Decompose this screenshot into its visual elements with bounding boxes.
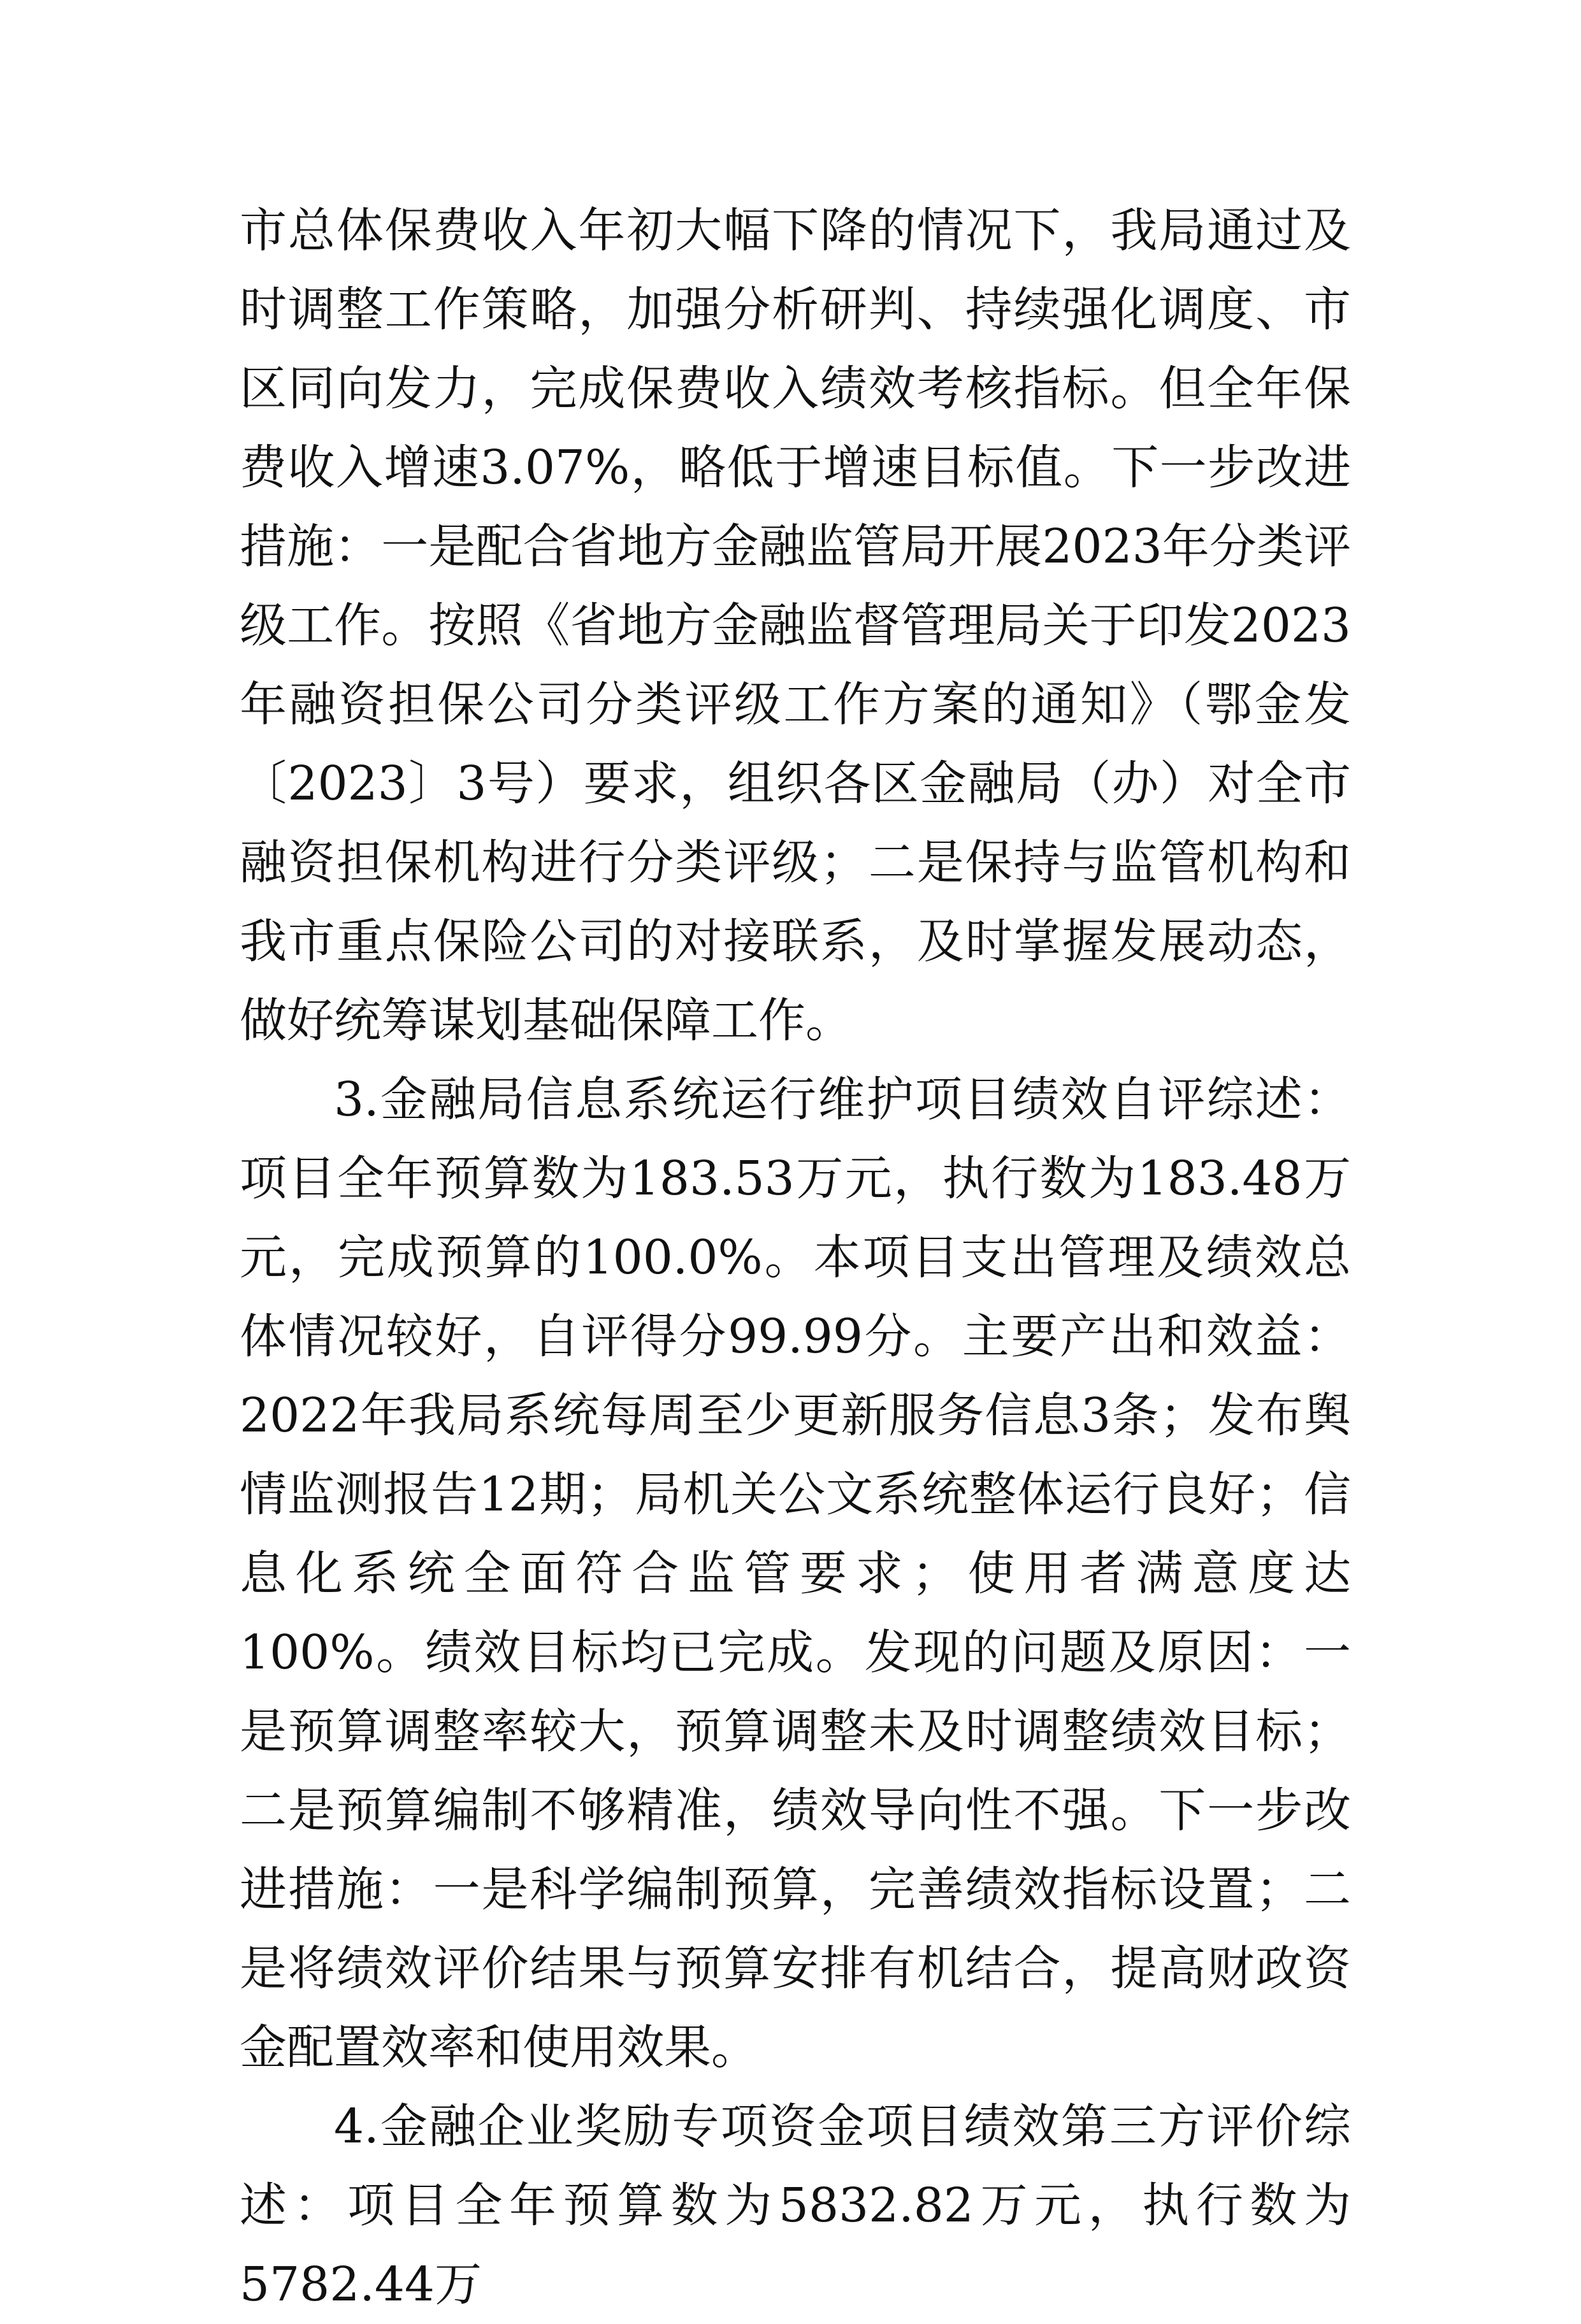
paragraph-financial-reward-fund: 4.金融企业奖励专项资金项目绩效第三方评价综述：项目全年预算数为5832.82万元，执行数为5782.44万 (240, 2099, 1351, 2312)
document-body (240, 191, 1351, 2324)
paragraph-insurance-summary: 市总体保费收入年初大幅下降的情况下，我局通过及时调整工作策略，加强分析研判、持续强化调度、市区同向发力，完成保费收入绩效考核指标。但全年保费收入增速3.07%，略低于增速目标值。下一步改进措施：一是配合省地方金融监管局开展2023年分类评级工作。按照《省地方金融监督管理局关于印发2023年融资担保公司分类评级工作方案的通知》（鄂金发〔2023〕3号）要求，组织各区金融局（办）对全市融资担保机构进行分类评级；二是保持与监管机构和我市重点保险公司的对接联系，及时掌握发展动态，做好统筹谋划基础保障工作。 (240, 203, 1351, 1048)
paragraph-it-maintenance-review: 3.金融局信息系统运行维护项目绩效自评综述：项目全年预算数为183.53万元，执行数为183.48万元，完成预算的100.0%。本项目支出管理及绩效总体情况较好，自评得分99.99分。主要产出和效益：2022年我局系统每周至少更新服务信息3条；发布舆情监测报告12期；局机关公文系统整体运行良好；信息化系统全面符合监管要求；使用者满意度达100%。绩效目标均已完成。发现的问题及原因：一是预算调整率较大，预算调整未及时调整绩效目标；二是预算编制不够精准，绩效导向性不强。下一步改进措施：一是科学编制预算，完善绩效指标设置；二是将绩效评价结果与预算安排有机结合，提高财政资金配置效率和使用效果。 (240, 1072, 1351, 2075)
